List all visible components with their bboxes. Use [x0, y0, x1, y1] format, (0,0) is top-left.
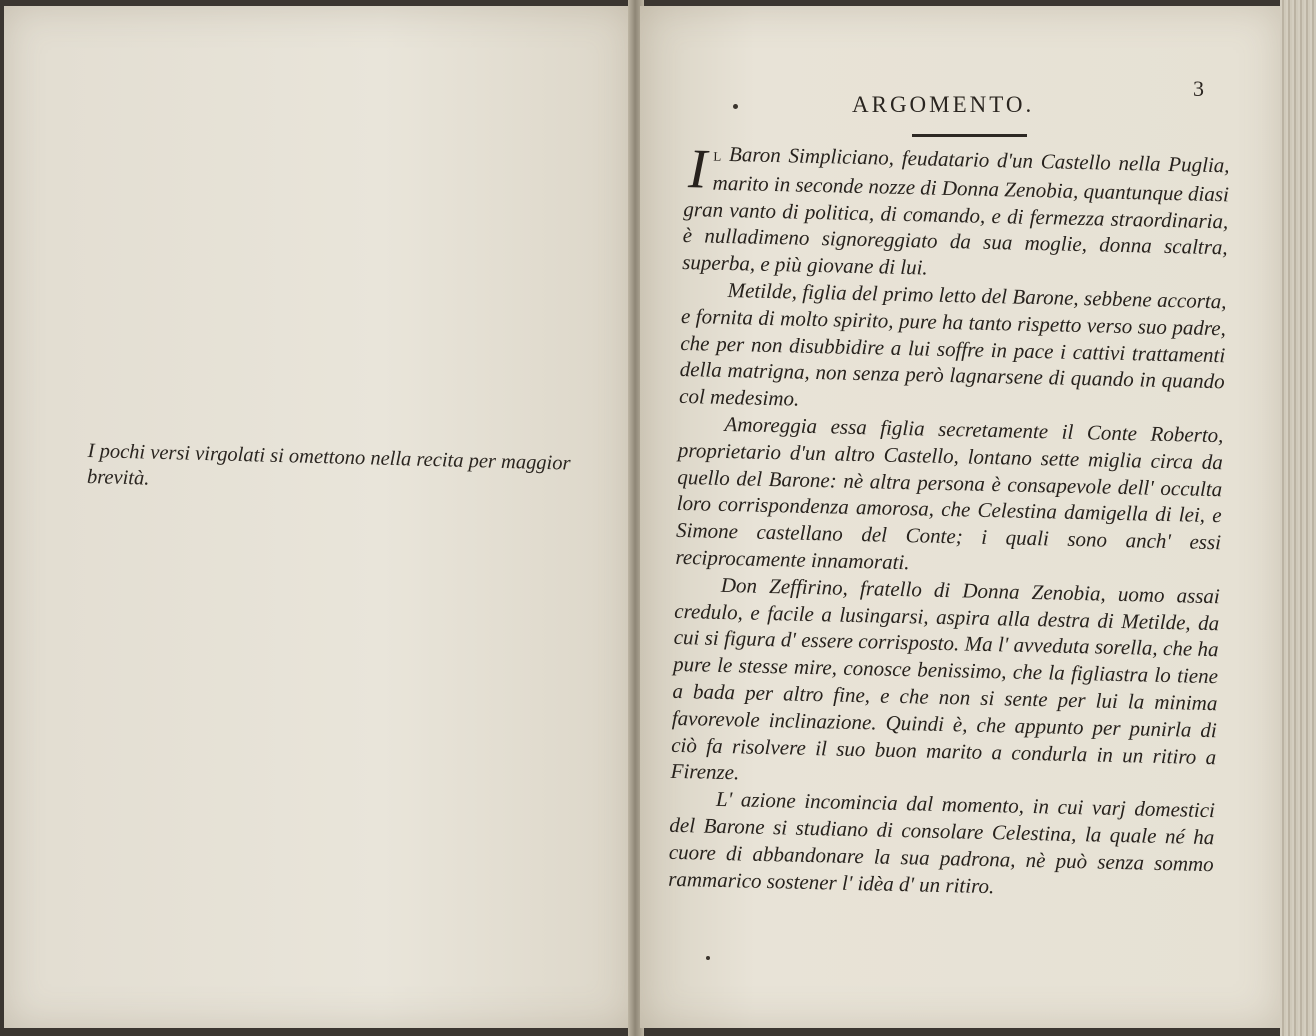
bottom-ornament-dot — [706, 956, 710, 960]
paragraph-text: Amoreggia essa figlia secretamente il Conte Roberto, proprietario d'un altro Castello, lontano sette miglia circa da quello del Barone: nè altra persona è consapevole dell' occulta loro corrispondenza amorosa, che Celestina damigella di lei, e Simone castellano del Conte; i quali sono anch' essi reciprocamente innamorati. — [675, 411, 1224, 575]
paragraph-lead: l — [713, 144, 722, 166]
left-page — [4, 6, 634, 1028]
heading-ornament-dot — [733, 104, 738, 109]
page-number: 3 — [1193, 76, 1204, 101]
page-heading: ARGOMENTO. — [852, 92, 1035, 117]
paragraph-4 — [670, 571, 1220, 798]
argument-text — [668, 140, 1230, 904]
heading-rule — [912, 134, 1027, 137]
show-through-text — [154, 81, 514, 125]
paragraph-5 — [668, 785, 1215, 905]
paragraph-text: Baron Simpliciano, feudatario d'un Castello nella Puglia, marito in seconde nozze di Donna Zenobia, quantunque diasi gran vanto di politica, di comando, e di fermezza straordinaria, è nulladimeno signoreggiato da sua moglie, donna scaltra, superba, e più giovane di lui. — [681, 141, 1230, 280]
paragraph-text: Don Zeffirino, fratello di Donna Zenobia, uomo assai credulo, e facile a lusingarsi, aspira alla destra di Metilde, da cui si figura d' essere corrisposto. Ma l' avveduta sorella, che ha pure le stesse mire, conosce benissimo, che la figliastra lo tiene a bada per altro fine, e che non si sente per lui la minima favorevole inclinazione. Quindi è, che appunto per punirla di ciò fa risolvere il suo buon marito a condurla in un ritiro a Firenze. — [670, 572, 1221, 785]
paragraph-3 — [675, 410, 1224, 583]
paragraph-1 — [682, 140, 1230, 288]
paragraph-2 — [679, 276, 1227, 422]
paragraph-text: Metilde, figlia del primo letto del Barone, sebbene accorta, e fornita di molto spirito, pure ha tanto rispetto verso suo padre, che per non disubbidire a lui soffre in pace i cattivi trattamenti della matrigna, non senza però lagnarsene di quando in quando col medesimo. — [678, 277, 1227, 411]
left-page-note: I pochi versi virgolati si omettono nella recita per maggior brevità. — [86, 439, 571, 490]
paragraph-text: L' azione incomincia dal momento, in cui varj domestici del Barone si studiano di consolare Celestina, la quale né ha cuore di abbandonare la sua padrona, nè può senza sommo rammarico sostener l' idèa d' un ritiro. — [667, 787, 1216, 898]
page-edges — [1280, 0, 1316, 1036]
drop-cap: I — [687, 138, 708, 201]
